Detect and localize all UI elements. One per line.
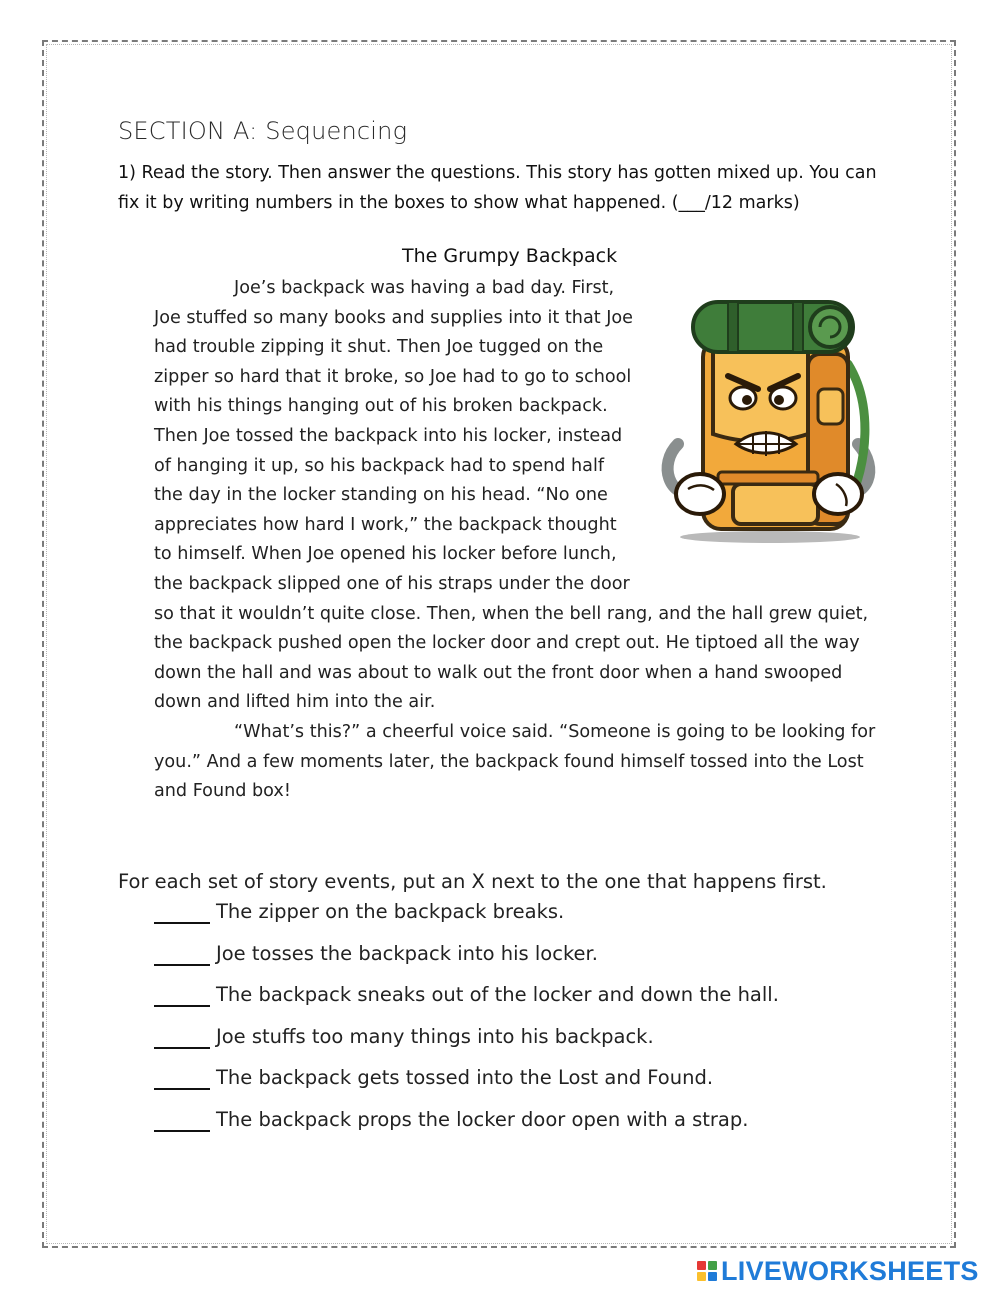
answer-blank[interactable] bbox=[154, 983, 210, 1007]
event-item bbox=[154, 983, 779, 1025]
event-list bbox=[154, 900, 779, 1150]
story-title: The Grumpy Backpack bbox=[402, 245, 618, 267]
event-item bbox=[154, 942, 779, 984]
answer-blank[interactable] bbox=[154, 1066, 210, 1090]
event-text: Joe tosses the backpack into his locker. bbox=[216, 941, 598, 965]
instructions: 1) Read the story. Then answer the questions. This story has gotten mixed up. You can fix it by writing numbers in the boxes to show what happened. (___/12 marks) bbox=[118, 163, 877, 213]
event-text: Joe stuffs too many things into his backpack. bbox=[216, 1024, 654, 1048]
answer-blank[interactable] bbox=[154, 942, 210, 966]
section-title: SECTION A: Sequencing bbox=[118, 117, 408, 145]
event-text: The backpack props the locker door open with a strap. bbox=[216, 1107, 749, 1131]
answer-blank[interactable] bbox=[154, 1025, 210, 1049]
answer-blank[interactable] bbox=[154, 900, 210, 924]
liveworksheets-logo-icon bbox=[697, 1261, 717, 1281]
question-prompt: For each set of story events, put an X next to the one that happens first. bbox=[118, 870, 827, 893]
story-paragraph-2: “What’s this?” a cheerful voice said. “Someone is going to be looking for you.” And a few moments later, the backpack found himself tossed into the Lost and Found box! bbox=[154, 721, 876, 802]
liveworksheets-logo[interactable] bbox=[697, 1256, 979, 1286]
event-text: The backpack gets tossed into the Lost and Found. bbox=[216, 1066, 714, 1090]
story-body bbox=[154, 274, 894, 807]
event-item bbox=[154, 1025, 779, 1067]
logo-text: LIVEWORKSHEETS bbox=[721, 1255, 979, 1286]
angry-backpack-illustration bbox=[658, 294, 888, 584]
story-paragraph-1: Joe’s backpack was having a bad day. First, Joe stuffed so many books and supplies into it that Joe had trouble zipping it shut. Then Joe tugged on the zipper so hard that it broke, so Joe had to go to school with his things hanging out of his broken backpack. Then Joe tossed the backpack into his locker, instead of hanging it up, so his backpack had to spend half the day in the locker standing on his head. “No one appreciates how hard I work,” the backpack thought to himself. When Joe opened his locker before lunch, the backpack slipped one of his straps under the door so that it wouldn’t quite close. Then, when the bell rang, and the hall grew quiet, the backpack pushed open the locker door and crept out. He tiptoed all the way down the hall and was about to walk out the front door when a hand swooped down and lifted him into the air. bbox=[154, 278, 869, 713]
event-item bbox=[154, 1066, 779, 1108]
event-item bbox=[154, 1108, 779, 1150]
answer-blank[interactable] bbox=[154, 1108, 210, 1132]
event-text: The backpack sneaks out of the locker and down the hall. bbox=[216, 983, 779, 1007]
event-text: The zipper on the backpack breaks. bbox=[216, 900, 565, 923]
backpack-icon bbox=[658, 294, 878, 544]
event-item bbox=[154, 900, 779, 942]
